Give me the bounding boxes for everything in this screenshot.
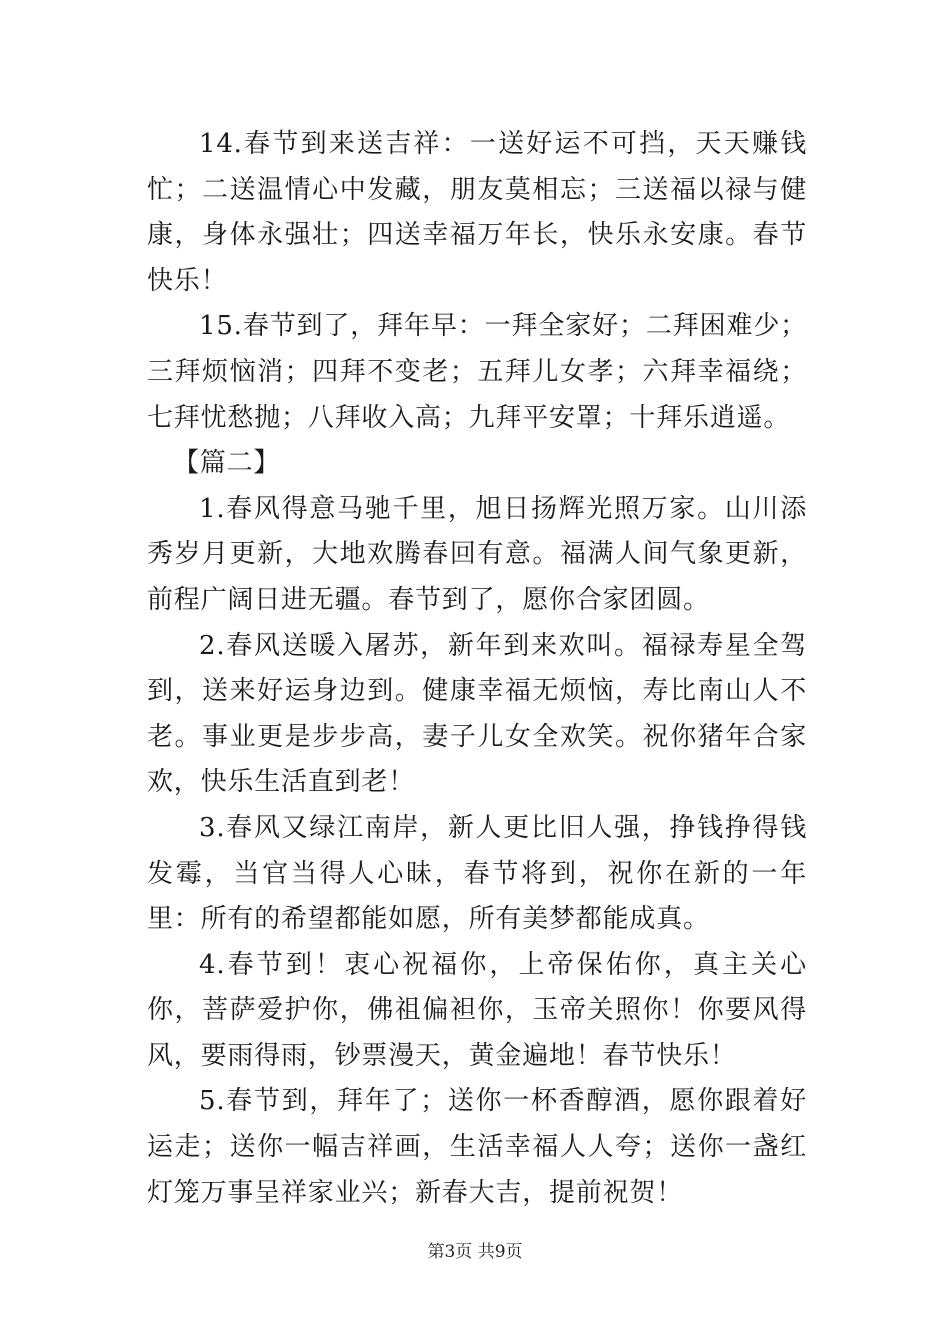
paragraph-1: 1.春风得意马驰千里，旭日扬辉光照万家。山川添秀岁月更新，大地欢腾春回有意。福满人间气象更新，前程广阔日进无疆。春节到了，愿你合家团圆。 (147, 493, 807, 615)
paragraph-3: 3.春风又绿江南岸，新人更比旧人强，挣钱挣得钱发霉，当官当得人心昧，春节将到，祝你在新的一年里：所有的希望都能如愿，所有美梦都能成真。 (147, 812, 807, 935)
paragraph-14: 14.春节到来送吉祥：一送好运不可挡，天天赚钱忙；二送温情心中发藏，朋友莫相忘；三送福以禄与健康，身体永强壮；四送幸福万年长，快乐永安康。春节快乐！ (147, 129, 807, 296)
paragraph-15: 15.春节到了，拜年早：一拜全家好；二拜困难少；三拜烦恼消；四拜不变老；五拜儿女孝；六拜幸福绕；七拜忧愁抛；八拜收入高；九拜平安罩；十拜乐逍遥。 (147, 311, 807, 433)
paragraph-2: 2.春风送暖入屠苏，新年到来欢叫。福禄寿星全驾到，送来好运身边到。健康幸福无烦恼，寿比南山人不老。事业更是步步高，妻子儿女全欢笑。祝你猪年合家欢，快乐生活直到老！ (147, 630, 807, 798)
paragraph-5: 5.春节到，拜年了；送你一杯香醇酒，愿你跟着好运走；送你一幅吉祥画，生活幸福人人夸；送你一盏红灯笼万事呈祥家业兴；新春大吉，提前祝贺！ (147, 1086, 807, 1208)
page-footer: 第3页 共9页 (427, 1242, 523, 1262)
document-body (147, 122, 807, 1216)
paragraph-4: 4.春节到！衷心祝福你，上帝保佑你，真主关心你，菩萨爱护你，佛祖偏袒你，玉帝关照你！你要风得风，要雨得雨，钞票漫天，黄金遍地！春节快乐！ (147, 949, 807, 1071)
section-heading: 【篇二】 (173, 448, 281, 479)
